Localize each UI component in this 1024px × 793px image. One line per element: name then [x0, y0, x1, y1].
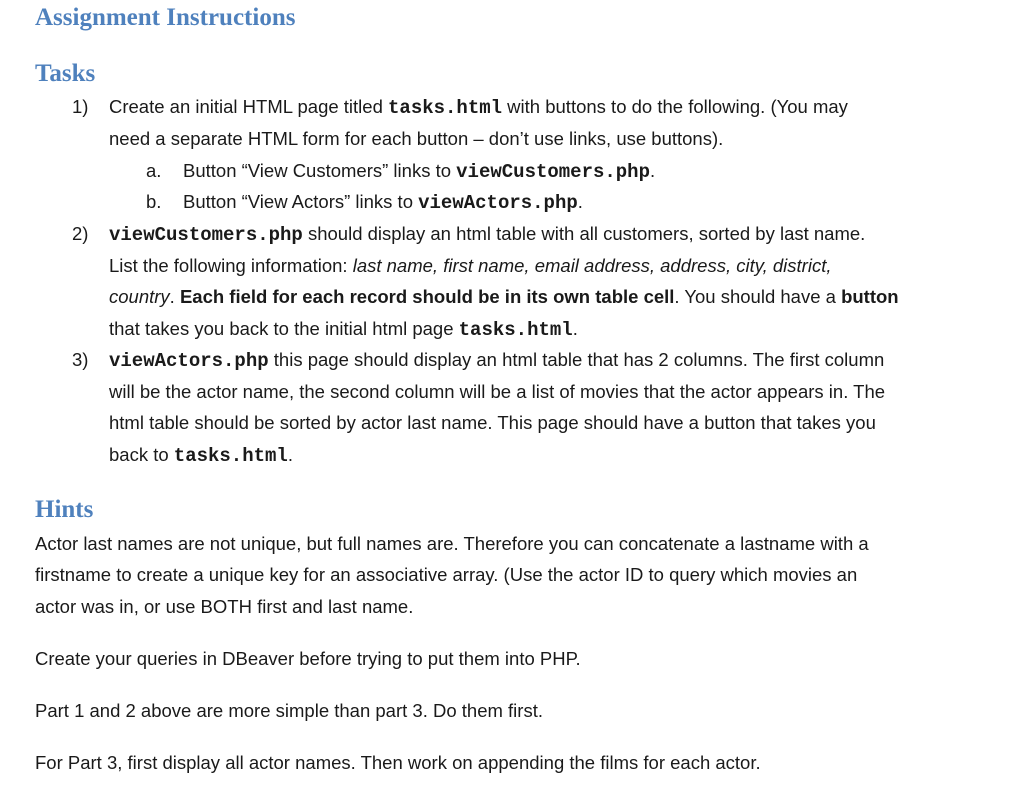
text-segment: that takes you back to the initial html page — [109, 318, 459, 339]
hints-heading: Hints — [35, 496, 94, 523]
filename-code: tasks.html — [173, 445, 288, 467]
hint-paragraph-line: firstname to create a unique key for an associative array. (Use the actor ID to query which movies an — [35, 564, 858, 585]
tasks-heading: Tasks — [35, 60, 96, 87]
filename-code: tasks.html — [388, 97, 503, 119]
hint-paragraph: Create your queries in DBeaver before trying to put them into PHP. — [35, 648, 581, 669]
task-number: 2) — [72, 223, 89, 244]
text-segment: Button “View Actors” links to — [183, 191, 419, 212]
text-segment: back to — [109, 444, 174, 465]
emphasis-text: Each field for each record should be in its own table cell — [179, 286, 675, 307]
task-number: 3) — [72, 349, 89, 370]
task-1-line-2: need a separate HTML form for each button – don’t use links, use buttons). — [109, 128, 724, 149]
task-3-line-4 — [109, 446, 293, 466]
filename-code: viewActors.php — [418, 192, 578, 214]
emphasis-text: button — [841, 286, 899, 307]
task-2-line-3 — [109, 288, 899, 307]
text-segment: Button “View Customers” links to — [183, 160, 457, 181]
text-segment: . — [650, 160, 656, 181]
subitem-letter: b. — [146, 191, 162, 212]
field-list: last name, first name, email address, address, city, district, — [352, 255, 832, 276]
filename-code: viewCustomers.php — [109, 224, 303, 246]
text-segment: . — [577, 191, 583, 212]
subitem-text — [183, 193, 583, 213]
hint-paragraph: Part 1 and 2 above are more simple than part 3. Do them first. — [35, 700, 543, 721]
page-title: Assignment Instructions — [35, 4, 296, 31]
task-2-line-2 — [109, 257, 832, 276]
subitem-letter: a. — [146, 160, 162, 181]
field-list: country — [109, 286, 170, 307]
text-segment: . — [572, 318, 578, 339]
text-segment: List the following information: — [109, 255, 353, 276]
text-segment: this page should display an html table that has 2 columns. The first column — [268, 349, 885, 370]
text-segment: . — [287, 444, 293, 465]
task-2-line-1 — [109, 225, 865, 245]
filename-code: tasks.html — [458, 319, 573, 341]
hint-paragraph-line: actor was in, or use BOTH first and last name. — [35, 596, 414, 617]
task-2-line-4 — [109, 320, 578, 340]
task-3-line-3: html table should be sorted by actor last name. This page should have a button that takes you — [109, 412, 876, 433]
task-3-line-1 — [109, 351, 884, 371]
task-number: 1) — [72, 96, 89, 117]
filename-code: viewCustomers.php — [456, 161, 650, 183]
task-3-line-2: will be the actor name, the second column will be a list of movies that the actor appears in. The — [109, 381, 886, 402]
text-segment: should display an html table with all customers, sorted by last name. — [302, 223, 866, 244]
task-1-line-1 — [109, 98, 848, 118]
text-segment: Create an initial HTML page titled — [109, 96, 389, 117]
hint-paragraph: For Part 3, first display all actor names. Then work on appending the films for each actor. — [35, 752, 761, 773]
filename-code: viewActors.php — [109, 350, 269, 372]
subitem-text — [183, 162, 655, 182]
text-segment: . — [169, 286, 180, 307]
text-segment: . You should have a — [674, 286, 842, 307]
text-segment: with buttons to do the following. (You may — [502, 96, 848, 117]
hint-paragraph-line: Actor last names are not unique, but full names are. Therefore you can concatenate a lastname with a — [35, 533, 869, 554]
